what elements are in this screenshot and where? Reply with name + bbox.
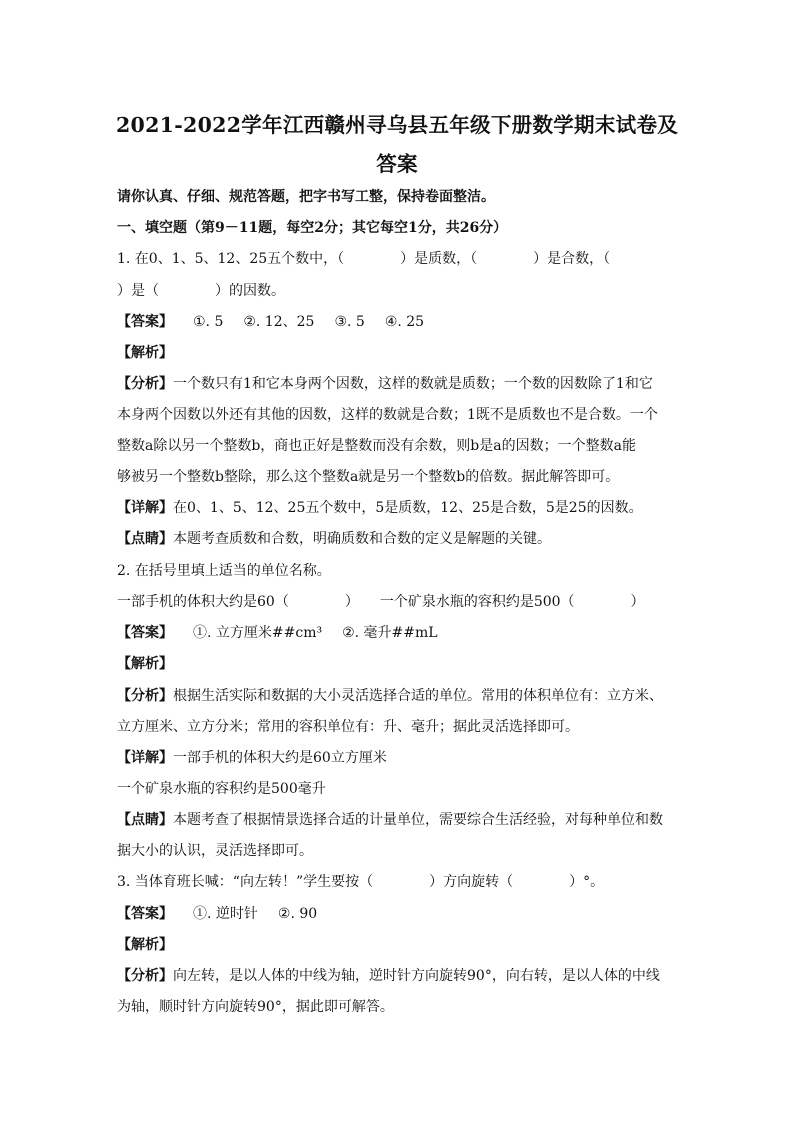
- answer-part: ③. 5: [334, 314, 365, 330]
- xiangjie-tag: 【详解】: [117, 500, 173, 516]
- dianjing-tag: 【点睛】: [117, 812, 173, 828]
- answer-tag: 【答案】: [117, 906, 173, 922]
- question-3-answer: [117, 904, 317, 924]
- section-heading: 一、填空题（第9－11题，每空2分；其它每空1分，共26分）: [117, 220, 508, 236]
- question-1-dianjing: [117, 529, 551, 549]
- fenxi-tag: 【分析】: [117, 376, 173, 392]
- answer-part: ④. 25: [384, 314, 425, 330]
- question-2-xiangjie: [117, 748, 387, 768]
- dianjing-tag: 【点睛】: [117, 531, 173, 547]
- answer-part: ①. 5: [193, 314, 224, 330]
- question-2-fenxi: [117, 686, 663, 706]
- document-title-line2: 答案: [376, 152, 418, 176]
- xiangjie-text: 在0、1、5、12、25五个数中，5是质数，12、25是合数，5是25的因数。: [173, 500, 643, 516]
- document-title-line1: 2021-2022学年江西赣州寻乌县五年级下册数学期末试卷及: [115, 113, 679, 137]
- question-1-fenxi-3: 整数a除以另一个整数b，商也正好是整数而没有余数，则b是a的因数；一个整数a能: [117, 438, 636, 454]
- answer-part: ②. 90: [277, 906, 318, 922]
- question-1-xiangjie: [117, 498, 643, 518]
- question-3-text: 3. 当体育班长喊：“向左转！”学生要按（ ）方向旋转（ ）°。: [117, 874, 605, 890]
- question-2-answer: [117, 623, 438, 643]
- question-1-fenxi-4: 够被另一个整数b整除，那么这个整数a就是另一个整数b的倍数。据此解答即可。: [117, 469, 620, 485]
- question-1-answer: [117, 312, 424, 332]
- dianjing-text: 本题考查质数和合数，明确质数和合数的定义是解题的关键。: [173, 531, 551, 547]
- fenxi-text: 一个数只有1和它本身两个因数，这样的数就是质数；一个数的因数除了1和它: [173, 376, 653, 392]
- analysis-tag: 【解析】: [117, 656, 173, 672]
- question-2-dianjing: [117, 810, 663, 830]
- question-1-text: 1. 在0、1、5、12、25五个数中，（ ）是质数，（ ）是合数，（: [117, 251, 611, 267]
- analysis-tag: 【解析】: [117, 345, 173, 361]
- question-2-dianjing-2: 据大小的认识，灵活选择即可。: [117, 843, 313, 859]
- instruction-text: 请你认真、仔细、规范答题，把字书写工整，保持卷面整洁。: [117, 189, 495, 205]
- question-2-sub: 一部手机的体积大约是60（ ） 一个矿泉水瓶的容积约是500（ ）: [117, 594, 645, 610]
- question-3-fenxi-2: 为轴，顺时针方向旋转90°，据此即可解答。: [117, 999, 394, 1015]
- answer-part: ②. 12、25: [243, 314, 315, 330]
- question-1-text-cont: ）是（ ）的因数。: [117, 283, 285, 299]
- answer-tag: 【答案】: [117, 625, 173, 641]
- fenxi-tag: 【分析】: [117, 688, 173, 704]
- fenxi-text: 根据生活实际和数据的大小灵活选择合适的单位。常用的体积单位有：立方米、: [173, 688, 663, 704]
- answer-part: ①. 逆时针: [193, 906, 258, 922]
- question-3-fenxi: [117, 966, 660, 986]
- answer-part: ②. 毫升##mL: [342, 625, 438, 641]
- fenxi-text: 向左转，是以人体的中线为轴，逆时针方向旋转90°，向右转，是以人体的中线: [173, 968, 660, 984]
- xiangjie-text: 一部手机的体积大约是60立方厘米: [173, 750, 387, 766]
- answer-tag: 【答案】: [117, 314, 173, 330]
- question-2-text: 2. 在括号里填上适当的单位名称。: [117, 563, 331, 579]
- question-1-fenxi: [117, 374, 653, 394]
- fenxi-tag: 【分析】: [117, 968, 173, 984]
- answer-part: ①. 立方厘米##cm³: [193, 625, 323, 641]
- analysis-tag: 【解析】: [117, 937, 173, 953]
- question-1-fenxi-2: 本身两个因数以外还有其他的因数，这样的数就是合数；1既不是质数也不是合数。一个: [117, 407, 658, 423]
- xiangjie-tag: 【详解】: [117, 750, 173, 766]
- dianjing-text: 本题考查了根据情景选择合适的计量单位，需要综合生活经验，对每种单位和数: [173, 812, 663, 828]
- question-2-xiangjie-2: 一个矿泉水瓶的容积约是500毫升: [117, 781, 326, 797]
- question-2-fenxi-2: 立方厘米、立方分米；常用的容积单位有：升、毫升；据此灵活选择即可。: [117, 719, 579, 735]
